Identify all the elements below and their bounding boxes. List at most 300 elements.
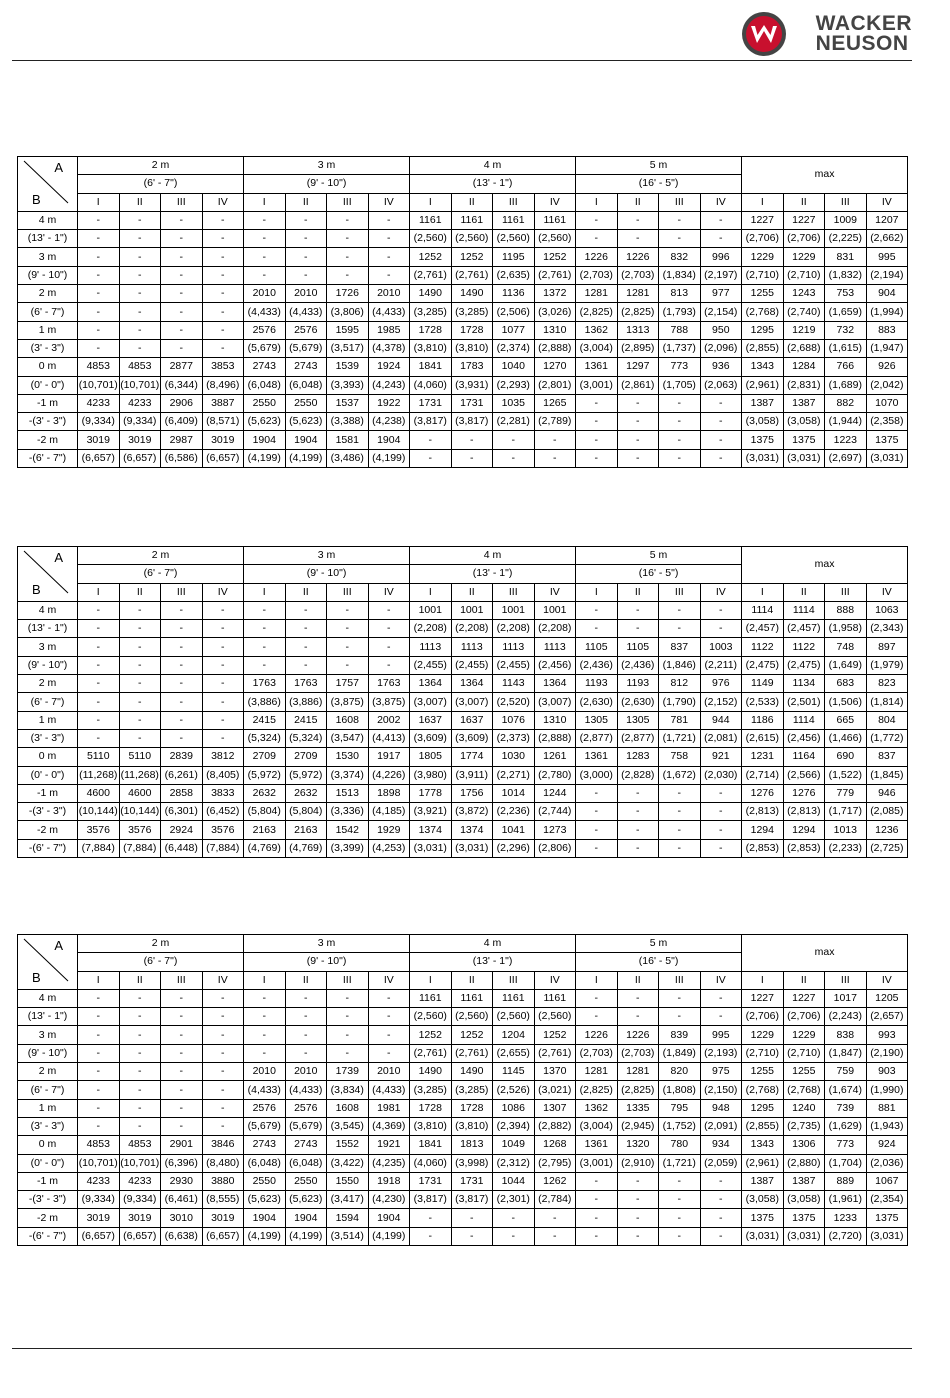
table-cell: (2,194) (866, 266, 908, 284)
table-cell: (2,436) (576, 656, 618, 674)
table-cell: (8,480) (202, 1154, 244, 1172)
table-cell: (2,560) (493, 1008, 535, 1026)
table-cell: 1227 (783, 989, 825, 1007)
table-cell: (2,655) (493, 1044, 535, 1062)
table-cell: 1229 (783, 1026, 825, 1044)
table-cell: - (617, 394, 659, 412)
table-cell: (2,036) (866, 1154, 908, 1172)
table-cell: 1763 (285, 675, 327, 693)
header-row (18, 193, 908, 211)
table-cell: - (285, 638, 327, 656)
table-cell: (2,813) (783, 803, 825, 821)
table-cell: (5,972) (244, 766, 286, 784)
table-cell: - (576, 211, 618, 229)
table-cell: (2,085) (866, 803, 908, 821)
table-cell: 1226 (617, 248, 659, 266)
table-cell: - (78, 1117, 120, 1135)
table-cell: 1252 (451, 248, 493, 266)
table-cell: 1921 (368, 1136, 410, 1154)
table-cell: 1364 (534, 675, 576, 693)
table-cell: 1608 (327, 711, 369, 729)
table-cell: (4,226) (368, 766, 410, 784)
table-cell: 1490 (410, 1063, 452, 1081)
table-cell: 2010 (244, 1063, 286, 1081)
table-cell: - (327, 620, 369, 638)
table-cell: (2,520) (493, 693, 535, 711)
table-cell: (2,880) (783, 1154, 825, 1172)
table-cell: 739 (825, 1099, 867, 1117)
table-cell: 3880 (202, 1172, 244, 1190)
table-cell: (3,834) (327, 1081, 369, 1099)
table-cell: 1904 (244, 431, 286, 449)
table-cell: 1374 (410, 821, 452, 839)
table-cell: 2709 (285, 748, 327, 766)
table-cell: 1490 (451, 1063, 493, 1081)
table-row (18, 675, 908, 693)
table-cell: 665 (825, 711, 867, 729)
table-cell: (2,710) (742, 266, 784, 284)
table-cell: - (78, 638, 120, 656)
table-cell: - (78, 248, 120, 266)
header-row (18, 971, 908, 989)
table-row (18, 1026, 908, 1044)
table-cell: (1,979) (866, 656, 908, 674)
table-cell: - (659, 784, 701, 802)
table-cell: (2,312) (493, 1154, 535, 1172)
row-label: 4 m (18, 989, 78, 1007)
table-cell: 1595 (327, 321, 369, 339)
table-cell: - (202, 266, 244, 284)
table-cell: 1728 (451, 321, 493, 339)
table-cell: (3,285) (410, 1081, 452, 1099)
table-cell: (2,455) (493, 656, 535, 674)
load-table (17, 934, 908, 1246)
table-row (18, 1172, 908, 1190)
row-label: -(3' - 3") (18, 1191, 78, 1209)
table-cell: 2632 (244, 784, 286, 802)
table-cell: - (576, 601, 618, 619)
table-cell: - (659, 449, 701, 467)
table-cell: (3,007) (534, 693, 576, 711)
table-cell: 2858 (161, 784, 203, 802)
table-cell: (4,433) (244, 1081, 286, 1099)
table-cell: - (576, 989, 618, 1007)
table-cell: 1105 (576, 638, 618, 656)
table-cell: 1362 (576, 1099, 618, 1117)
table-cell: - (327, 1044, 369, 1062)
table-cell: (6,452) (202, 803, 244, 821)
table-cell: 1077 (493, 321, 535, 339)
column-header: IV (202, 193, 244, 211)
table-cell: (2,882) (534, 1117, 576, 1135)
table-cell: (3,004) (576, 1117, 618, 1135)
column-header: II (119, 193, 161, 211)
table-cell: - (410, 449, 452, 467)
group-imperial-header: (9' - 10") (244, 565, 410, 583)
row-label: 1 m (18, 321, 78, 339)
table-cell: 903 (866, 1063, 908, 1081)
table-cell: (6,657) (78, 1227, 120, 1245)
table-cell: 1778 (410, 784, 452, 802)
table-cell: (4,433) (244, 303, 286, 321)
table-cell: - (119, 211, 161, 229)
table-row (18, 1209, 908, 1227)
group-imperial-header: (13' - 1") (410, 565, 576, 583)
column-header: II (119, 971, 161, 989)
table-cell: - (534, 449, 576, 467)
table-cell: - (451, 449, 493, 467)
table-cell: - (327, 1026, 369, 1044)
table-cell: 1261 (534, 748, 576, 766)
table-cell: (2,457) (742, 620, 784, 638)
table-cell: (8,405) (202, 766, 244, 784)
table-cell: 3846 (202, 1136, 244, 1154)
table-cell: (4,199) (368, 1227, 410, 1245)
table-cell: (2,456) (534, 656, 576, 674)
table-cell: 2010 (285, 285, 327, 303)
table-cell: 1268 (534, 1136, 576, 1154)
table-cell: (2,761) (534, 266, 576, 284)
table-cell: - (161, 729, 203, 747)
column-header: IV (368, 193, 410, 211)
table-cell: (2,456) (783, 729, 825, 747)
column-header: IV (700, 193, 742, 211)
table-cell: 924 (866, 1136, 908, 1154)
table-cell: 1539 (327, 358, 369, 376)
table-cell: (1,737) (659, 339, 701, 357)
row-label: -1 m (18, 394, 78, 412)
table-cell: 1161 (493, 989, 535, 1007)
table-cell: (2,706) (742, 230, 784, 248)
table-cell: (2,825) (576, 303, 618, 321)
table-cell: - (617, 449, 659, 467)
table-cell: (3,817) (451, 413, 493, 431)
table-cell: - (285, 211, 327, 229)
table-cell: 813 (659, 285, 701, 303)
table-cell: - (368, 620, 410, 638)
table-cell: 1387 (783, 1172, 825, 1190)
table-cell: 3019 (119, 1209, 161, 1227)
table-row (18, 211, 908, 229)
table-cell: - (700, 839, 742, 857)
table-cell: 1281 (576, 285, 618, 303)
table-cell: (3,021) (534, 1081, 576, 1099)
table-cell: (2,358) (866, 413, 908, 431)
table-cell: (2,343) (866, 620, 908, 638)
table-cell: (2,795) (534, 1154, 576, 1172)
table-cell: (5,623) (285, 1191, 327, 1209)
table-cell: - (368, 266, 410, 284)
table-cell: (6,048) (244, 376, 286, 394)
table-cell: 1070 (866, 394, 908, 412)
table-cell: (2,961) (742, 376, 784, 394)
brand-name (816, 14, 912, 54)
table-cell: (5,972) (285, 766, 327, 784)
table-cell: 1490 (410, 285, 452, 303)
header-row (18, 935, 908, 953)
table-cell: (2,208) (493, 620, 535, 638)
table-cell: (4,060) (410, 376, 452, 394)
table-cell: - (202, 693, 244, 711)
table-cell: (2,720) (825, 1227, 867, 1245)
table-cell: 1276 (742, 784, 784, 802)
table-cell: 1161 (451, 989, 493, 1007)
column-header: II (285, 971, 327, 989)
max-header: max (742, 935, 908, 972)
table-cell: 1145 (493, 1063, 535, 1081)
table-cell: - (78, 729, 120, 747)
table-cell: (1,689) (825, 376, 867, 394)
table-cell: (2,193) (700, 1044, 742, 1062)
table-cell: (3,031) (866, 1227, 908, 1245)
table-cell: 1227 (742, 211, 784, 229)
table-cell: - (285, 620, 327, 638)
table-cell: 1306 (783, 1136, 825, 1154)
table-cell: (3,806) (327, 303, 369, 321)
table-cell: (2,243) (825, 1008, 867, 1026)
table-cell: 888 (825, 601, 867, 619)
column-header: III (659, 193, 701, 211)
table-cell: 1728 (451, 1099, 493, 1117)
header-row (18, 157, 908, 175)
table-cell: - (119, 711, 161, 729)
table-cell: (5,623) (244, 413, 286, 431)
table-cell: (5,679) (244, 1117, 286, 1135)
table-cell: 2550 (285, 1172, 327, 1190)
table-cell: 1295 (742, 1099, 784, 1117)
table-cell: 5110 (119, 748, 161, 766)
row-label: (3' - 3") (18, 1117, 78, 1135)
table-cell: 1307 (534, 1099, 576, 1117)
table-cell: 4233 (119, 1172, 161, 1190)
table-cell: 1294 (783, 821, 825, 839)
group-metric-header: 5 m (576, 547, 742, 565)
table-cell: 1219 (783, 321, 825, 339)
table-cell: (1,721) (659, 729, 701, 747)
row-label: 1 m (18, 1099, 78, 1117)
column-header: III (327, 193, 369, 211)
table-cell: - (368, 1008, 410, 1026)
table-cell: 1013 (825, 821, 867, 839)
table-cell: (2,506) (493, 303, 535, 321)
table-cell: (1,814) (866, 693, 908, 711)
table-cell: (2,208) (410, 620, 452, 638)
column-header: III (493, 971, 535, 989)
table-cell: - (78, 601, 120, 619)
table-cell: - (576, 413, 618, 431)
table-row (18, 620, 908, 638)
table-cell: - (78, 1044, 120, 1062)
table-cell: (6,048) (244, 1154, 286, 1172)
table-cell: (2,703) (576, 266, 618, 284)
column-header: II (285, 583, 327, 601)
table-cell: 1276 (783, 784, 825, 802)
table-cell: (1,846) (659, 656, 701, 674)
diagonal-line (18, 935, 78, 989)
table-cell: - (700, 784, 742, 802)
table-cell: (3,336) (327, 803, 369, 821)
column-header: I (410, 193, 452, 211)
table-cell: 1134 (783, 675, 825, 693)
column-header: IV (368, 971, 410, 989)
table-cell: (4,199) (285, 449, 327, 467)
table-cell: 1270 (534, 358, 576, 376)
table-cell: 1161 (534, 211, 576, 229)
table-cell: (9,334) (119, 1191, 161, 1209)
table-cell: (1,717) (825, 803, 867, 821)
load-table (17, 546, 908, 858)
table-cell: - (78, 211, 120, 229)
corner-cell (18, 935, 78, 990)
table-cell: (8,571) (202, 413, 244, 431)
table-cell: - (493, 431, 535, 449)
corner-label-b: B (32, 969, 41, 985)
row-label: 4 m (18, 601, 78, 619)
table-cell: 820 (659, 1063, 701, 1081)
table-cell: 2709 (244, 748, 286, 766)
table-cell: (3,031) (742, 1227, 784, 1245)
table-cell: (4,243) (368, 376, 410, 394)
table-cell: (2,233) (825, 839, 867, 857)
table-cell: (3,058) (742, 1191, 784, 1209)
table-cell: (2,042) (866, 376, 908, 394)
table-cell: 1305 (617, 711, 659, 729)
table-cell: (2,780) (534, 766, 576, 784)
table-cell: - (700, 1227, 742, 1245)
table-cell: 1113 (493, 638, 535, 656)
table-cell: - (327, 266, 369, 284)
table-cell: 1783 (451, 358, 493, 376)
table-cell: (2,560) (410, 230, 452, 248)
table-row (18, 803, 908, 821)
table-cell: 1372 (534, 285, 576, 303)
group-metric-header: 5 m (576, 157, 742, 175)
column-header: III (825, 583, 867, 601)
group-imperial-header: (16' - 5") (576, 953, 742, 971)
table-cell: - (617, 413, 659, 431)
table-cell: - (576, 821, 618, 839)
table-cell: 2415 (285, 711, 327, 729)
table-cell: (4,433) (285, 303, 327, 321)
table-row (18, 989, 908, 1007)
table-cell: (3,001) (576, 376, 618, 394)
table-cell: - (78, 656, 120, 674)
table-cell: - (617, 803, 659, 821)
table-cell: 2987 (161, 431, 203, 449)
row-label: 2 m (18, 675, 78, 693)
table-cell: 1030 (493, 748, 535, 766)
table-cell: (3,058) (783, 413, 825, 431)
table-cell: (2,457) (783, 620, 825, 638)
table-row (18, 748, 908, 766)
table-cell: (3,609) (451, 729, 493, 747)
table-row (18, 766, 908, 784)
table-cell: (4,230) (368, 1191, 410, 1209)
table-cell: 3576 (202, 821, 244, 839)
table-cell: - (576, 1227, 618, 1245)
table-cell: (2,436) (617, 656, 659, 674)
row-label: 3 m (18, 1026, 78, 1044)
table-cell: 5110 (78, 748, 120, 766)
table-cell: 3019 (78, 1209, 120, 1227)
row-label: 2 m (18, 285, 78, 303)
table-cell: (3,007) (410, 693, 452, 711)
table-cell: 837 (659, 638, 701, 656)
row-label: (13' - 1") (18, 230, 78, 248)
table-cell: - (659, 413, 701, 431)
table-cell: 1917 (368, 748, 410, 766)
table-cell: (1,944) (825, 413, 867, 431)
table-cell: 1014 (493, 784, 535, 802)
table-cell: 3812 (202, 748, 244, 766)
table-cell: (3,980) (410, 766, 452, 784)
table-cell: 1207 (866, 211, 908, 229)
table-cell: 996 (700, 248, 742, 266)
table-cell: (8,496) (202, 376, 244, 394)
table-cell: 1537 (327, 394, 369, 412)
table-cell: (1,832) (825, 266, 867, 284)
table-cell: 882 (825, 394, 867, 412)
table-cell: (2,725) (866, 839, 908, 857)
table-cell: (1,506) (825, 693, 867, 711)
table-cell: 1542 (327, 821, 369, 839)
table-cell: 1229 (742, 1026, 784, 1044)
table-cell: 1114 (742, 601, 784, 619)
table-cell: 4853 (119, 358, 161, 376)
table-cell: - (244, 638, 286, 656)
table-cell: - (78, 285, 120, 303)
table-cell: 1227 (783, 211, 825, 229)
table-cell: (1,990) (866, 1081, 908, 1099)
table-cell: (2,475) (783, 656, 825, 674)
table-cell: - (617, 989, 659, 1007)
table-cell: 1637 (451, 711, 493, 729)
table-cell: (2,296) (493, 839, 535, 857)
table-cell: - (327, 601, 369, 619)
table-cell: (4,199) (244, 1227, 286, 1245)
table-cell: - (368, 248, 410, 266)
row-label: -2 m (18, 1209, 78, 1227)
table-cell: (2,877) (576, 729, 618, 747)
table-cell: - (202, 248, 244, 266)
table-cell: 1361 (576, 1136, 618, 1154)
table-cell: - (327, 211, 369, 229)
row-label: (0' - 0") (18, 1154, 78, 1172)
table-cell: 1362 (576, 321, 618, 339)
group-imperial-header: (6' - 7") (78, 953, 244, 971)
table-cell: - (202, 729, 244, 747)
table-cell: - (700, 449, 742, 467)
table-cell: 766 (825, 358, 867, 376)
table-cell: - (78, 1026, 120, 1044)
table-cell: (3,931) (451, 376, 493, 394)
table-cell: (5,324) (244, 729, 286, 747)
table-cell: (2,825) (617, 1081, 659, 1099)
table-cell: - (161, 285, 203, 303)
table-cell: 1236 (866, 821, 908, 839)
table-cell: (2,801) (534, 376, 576, 394)
table-cell: 1262 (534, 1172, 576, 1190)
table-cell: (3,817) (451, 1191, 493, 1209)
table-cell: - (244, 248, 286, 266)
table-cell: - (327, 248, 369, 266)
group-imperial-header: (16' - 5") (576, 565, 742, 583)
table-cell: 1113 (534, 638, 576, 656)
table-cell: 779 (825, 784, 867, 802)
table-cell: (2,853) (783, 839, 825, 857)
table-cell: 1904 (285, 1209, 327, 1227)
table-cell: (2,657) (866, 1008, 908, 1026)
